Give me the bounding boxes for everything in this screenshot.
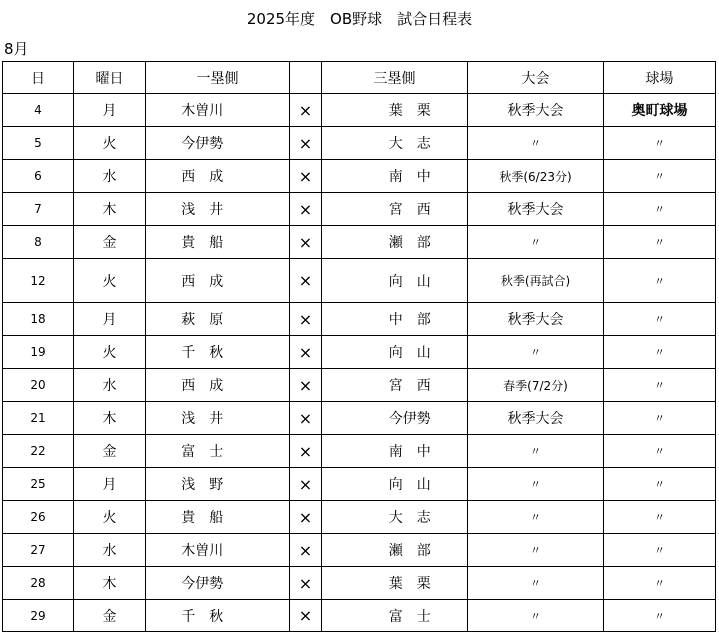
cell-ballpark: 〃 <box>604 193 716 226</box>
cell-ballpark: 〃 <box>604 402 716 435</box>
cell-day: 28 <box>3 567 74 600</box>
cell-weekday: 月 <box>74 468 146 501</box>
table-row <box>3 259 716 303</box>
cell-first-blank <box>259 226 290 259</box>
cell-tournament: 〃 <box>468 127 604 160</box>
cell-day: 8 <box>3 226 74 259</box>
cell-weekday: 月 <box>74 303 146 336</box>
cell-tournament: 秋季大会 <box>468 94 604 127</box>
cell-tournament: 秋季(再試合) <box>468 259 604 303</box>
cell-day: 26 <box>3 501 74 534</box>
cell-vs: × <box>290 259 322 303</box>
cell-tournament: 秋季大会 <box>468 303 604 336</box>
cell-weekday: 金 <box>74 435 146 468</box>
table-row <box>3 160 716 193</box>
cell-third-blank <box>322 226 353 259</box>
cell-first-blank <box>259 160 290 193</box>
cell-ballpark: 〃 <box>604 369 716 402</box>
cell-first-base: 千 秋 <box>146 600 259 632</box>
cell-ballpark: 〃 <box>604 435 716 468</box>
cell-day: 29 <box>3 600 74 632</box>
cell-first-base: 西 成 <box>146 259 259 303</box>
table-row <box>3 600 716 632</box>
cell-day: 20 <box>3 369 74 402</box>
cell-vs: × <box>290 127 322 160</box>
cell-day: 21 <box>3 402 74 435</box>
cell-weekday: 水 <box>74 534 146 567</box>
cell-third-base: 宮 西 <box>353 193 468 226</box>
cell-weekday: 木 <box>74 193 146 226</box>
cell-weekday: 水 <box>74 160 146 193</box>
header-ballpark: 球場 <box>604 62 716 94</box>
cell-weekday: 金 <box>74 226 146 259</box>
cell-vs: × <box>290 160 322 193</box>
cell-ballpark: 〃 <box>604 534 716 567</box>
cell-third-blank <box>322 160 353 193</box>
cell-third-base: 富 士 <box>353 600 468 632</box>
cell-vs: × <box>290 468 322 501</box>
cell-ballpark: 〃 <box>604 501 716 534</box>
header-vs <box>290 62 322 94</box>
table-row <box>3 226 716 259</box>
cell-first-base: 富 士 <box>146 435 259 468</box>
cell-third-base: 瀬 部 <box>353 226 468 259</box>
cell-weekday: 金 <box>74 600 146 632</box>
cell-vs: × <box>290 303 322 336</box>
cell-third-blank <box>322 127 353 160</box>
cell-tournament: 〃 <box>468 600 604 632</box>
cell-first-base: 今伊勢 <box>146 567 259 600</box>
cell-first-blank <box>259 402 290 435</box>
cell-ballpark: 〃 <box>604 226 716 259</box>
cell-first-blank <box>259 501 290 534</box>
cell-ballpark: 〃 <box>604 600 716 632</box>
table-row <box>3 468 716 501</box>
cell-day: 25 <box>3 468 74 501</box>
table-row <box>3 127 716 160</box>
table-row <box>3 303 716 336</box>
table-row <box>3 534 716 567</box>
cell-third-base: 大 志 <box>353 127 468 160</box>
cell-third-blank <box>322 336 353 369</box>
cell-third-base: 宮 西 <box>353 369 468 402</box>
cell-vs: × <box>290 402 322 435</box>
cell-third-blank <box>322 567 353 600</box>
cell-tournament: 秋季大会 <box>468 193 604 226</box>
cell-tournament: 秋季大会 <box>468 402 604 435</box>
cell-first-base: 西 成 <box>146 160 259 193</box>
cell-weekday: 水 <box>74 369 146 402</box>
cell-vs: × <box>290 193 322 226</box>
cell-third-blank <box>322 468 353 501</box>
cell-third-base: 南 中 <box>353 160 468 193</box>
cell-third-blank <box>322 435 353 468</box>
table-row <box>3 435 716 468</box>
header-third-base: 三塁側 <box>322 62 468 94</box>
schedule-table <box>2 61 716 632</box>
cell-third-base: 中 部 <box>353 303 468 336</box>
cell-third-base: 大 志 <box>353 501 468 534</box>
cell-day: 12 <box>3 259 74 303</box>
cell-ballpark: 奥町球場 <box>604 94 716 127</box>
cell-first-blank <box>259 534 290 567</box>
cell-first-blank <box>259 435 290 468</box>
cell-vs: × <box>290 336 322 369</box>
cell-first-base: 木曽川 <box>146 534 259 567</box>
cell-first-base: 浅 野 <box>146 468 259 501</box>
month-label: 8月 <box>4 40 29 58</box>
cell-first-blank <box>259 303 290 336</box>
cell-first-blank <box>259 94 290 127</box>
cell-day: 27 <box>3 534 74 567</box>
cell-day: 5 <box>3 127 74 160</box>
cell-first-blank <box>259 336 290 369</box>
cell-first-base: 今伊勢 <box>146 127 259 160</box>
cell-third-blank <box>322 501 353 534</box>
cell-first-base: 西 成 <box>146 369 259 402</box>
cell-first-base: 木曽川 <box>146 94 259 127</box>
table-row <box>3 193 716 226</box>
cell-day: 22 <box>3 435 74 468</box>
cell-day: 7 <box>3 193 74 226</box>
cell-first-blank <box>259 259 290 303</box>
cell-vs: × <box>290 94 322 127</box>
cell-weekday: 木 <box>74 402 146 435</box>
cell-first-base: 貴 船 <box>146 226 259 259</box>
cell-ballpark: 〃 <box>604 468 716 501</box>
table-row <box>3 567 716 600</box>
cell-first-base: 浅 井 <box>146 193 259 226</box>
cell-ballpark: 〃 <box>604 303 716 336</box>
cell-day: 18 <box>3 303 74 336</box>
cell-third-base: 瀬 部 <box>353 534 468 567</box>
cell-first-blank <box>259 567 290 600</box>
cell-weekday: 木 <box>74 567 146 600</box>
cell-first-blank <box>259 600 290 632</box>
header-tournament: 大会 <box>468 62 604 94</box>
table-row <box>3 501 716 534</box>
cell-third-blank <box>322 402 353 435</box>
cell-vs: × <box>290 567 322 600</box>
cell-third-base: 向 山 <box>353 468 468 501</box>
cell-vs: × <box>290 600 322 632</box>
header-weekday: 曜日 <box>74 62 146 94</box>
cell-ballpark: 〃 <box>604 336 716 369</box>
cell-weekday: 火 <box>74 501 146 534</box>
cell-tournament: 〃 <box>468 534 604 567</box>
cell-third-base: 今伊勢 <box>353 402 468 435</box>
cell-vs: × <box>290 501 322 534</box>
cell-vs: × <box>290 534 322 567</box>
cell-day: 4 <box>3 94 74 127</box>
header-day: 日 <box>3 62 74 94</box>
cell-tournament: 〃 <box>468 226 604 259</box>
cell-weekday: 火 <box>74 259 146 303</box>
cell-first-base: 貴 船 <box>146 501 259 534</box>
table-row <box>3 369 716 402</box>
cell-first-base: 萩 原 <box>146 303 259 336</box>
cell-vs: × <box>290 369 322 402</box>
cell-first-blank <box>259 369 290 402</box>
cell-tournament: 秋季(6/23分) <box>468 160 604 193</box>
page-title: 2025年度 OB野球 試合日程表 <box>246 10 473 28</box>
cell-ballpark: 〃 <box>604 160 716 193</box>
header-row <box>3 62 716 94</box>
cell-third-blank <box>322 369 353 402</box>
cell-tournament: 〃 <box>468 567 604 600</box>
cell-third-base: 葉 栗 <box>353 94 468 127</box>
cell-third-base: 向 山 <box>353 259 468 303</box>
cell-first-base: 浅 井 <box>146 402 259 435</box>
cell-third-base: 葉 栗 <box>353 567 468 600</box>
cell-third-blank <box>322 193 353 226</box>
cell-first-blank <box>259 193 290 226</box>
cell-vs: × <box>290 435 322 468</box>
table-row <box>3 336 716 369</box>
cell-day: 6 <box>3 160 74 193</box>
table-row <box>3 402 716 435</box>
cell-ballpark: 〃 <box>604 259 716 303</box>
cell-third-blank <box>322 94 353 127</box>
cell-ballpark: 〃 <box>604 127 716 160</box>
cell-ballpark: 〃 <box>604 567 716 600</box>
cell-third-blank <box>322 259 353 303</box>
cell-first-blank <box>259 127 290 160</box>
cell-day: 19 <box>3 336 74 369</box>
cell-first-blank <box>259 468 290 501</box>
table-row <box>3 94 716 127</box>
cell-tournament: 春季(7/2分) <box>468 369 604 402</box>
cell-third-blank <box>322 600 353 632</box>
cell-tournament: 〃 <box>468 468 604 501</box>
header-first-base: 一塁側 <box>146 62 290 94</box>
cell-third-base: 南 中 <box>353 435 468 468</box>
cell-weekday: 火 <box>74 127 146 160</box>
cell-third-blank <box>322 303 353 336</box>
cell-weekday: 火 <box>74 336 146 369</box>
cell-vs: × <box>290 226 322 259</box>
cell-tournament: 〃 <box>468 435 604 468</box>
cell-tournament: 〃 <box>468 501 604 534</box>
cell-weekday: 月 <box>74 94 146 127</box>
cell-first-base: 千 秋 <box>146 336 259 369</box>
cell-third-base: 向 山 <box>353 336 468 369</box>
cell-tournament: 〃 <box>468 336 604 369</box>
cell-third-blank <box>322 534 353 567</box>
